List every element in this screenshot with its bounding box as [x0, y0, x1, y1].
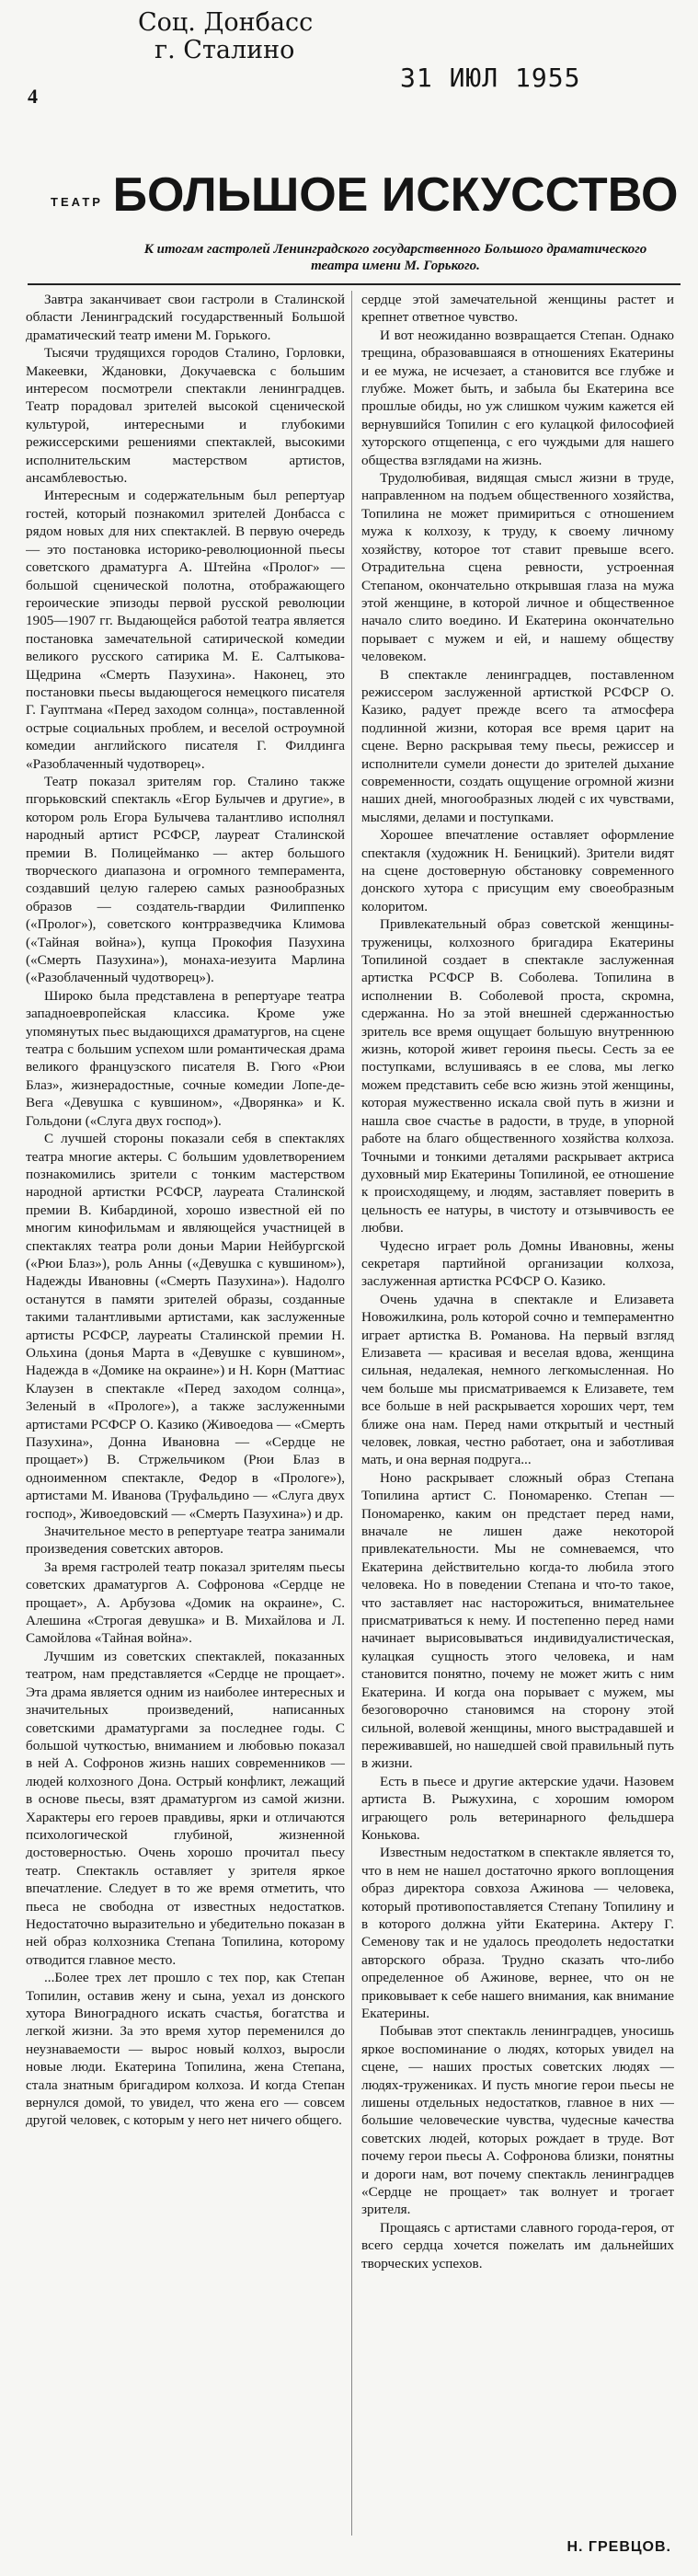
- paragraph: За время гастролей театр показал зрителям пьесы советских драматургов А. Софронова «Сердце не прощает», А. Арбузова «Домик на окраине», С. Алешина «Строгая девушка» и В. Михайлова и Л. Самойлова «Тайная война».: [26, 1558, 345, 1647]
- paragraph: Чудесно играет роль Домны Ивановны, жены секретаря партийной организации колхоза, заслуженная артистка РСФСР О. Казико.: [361, 1237, 674, 1290]
- paragraph: сердце этой замечательной женщины растет и крепнет ответное чувство.: [361, 292, 674, 326]
- paragraph: Лучшим из советских спектаклей, показанных театром, нам представляется «Сердце не прощает». Эта драма является одним из наиболее интересных и значительных произведений, написанных советскими драматургами за последнее годы. С большой чуткостью, вниманием и любовью показал в ней А. Софронов жизнь наших современников — людей колхозного Дона. Острый конфликт, лежащий в основе пьесы, взят драматургом из самой жизни. Характеры его героев правдивы, ярки и отличаются психологической глубиной, жизненной достоверностью. Очень хорошо прочитал пьесу театр. Спектакль оставляет у зрителя яркое впечатление. Следует в то же время отметить, что пьеса не свободна от известных недостатков. Недостаточно выразительно и убедительно показан в ней образ колхозника Степана Топилина, которому отводится главное место.: [26, 1648, 345, 1968]
- stamp-newspaper-name: Соц. Донбасс: [138, 8, 314, 37]
- stamp-date: 31 ИЮЛ 1955: [400, 63, 581, 93]
- paragraph: Театр показал зрителям гор. Сталино также пгорьковский спектакль «Егор Булычев и другие», в котором роль Егора Булычева талантливо исполнял народный артист РСФСР, лауреат Сталинской премии В. Полицейманко — актер большого творческого диапазона и огромного темперамента, создавший целую галерею самых разнообразных образов — создатель-гвардии Филиппенко («Пролог»), советского контрразведчика Климова («Тайная война»), купца Прокофия Пазухина («Смерть Пазухина»), монаха-иезуита Марлина («Разоблаченный чудотворец»).: [26, 773, 345, 986]
- header-divider: [28, 283, 681, 285]
- paragraph: Побывав этот спектакль ленинградцев, уносишь яркое воспоминание о людях, которых увидел на сцене, — наших простых советских людях — людях-тружениках. И пусть многие герои пьесы не лишены отдельных недостатков, главное в них — большие человеческие чувства, чудесные качества советских людей, которых рождает в труде. Вот почему герои пьесы А. Софронова близки, понятны и дороги нам, вот почему спектакль ленинградцев «Сердце не прощает» так волнует и трогает зрителя.: [361, 2023, 674, 2218]
- newspaper-stamp: [138, 9, 322, 64]
- stamp-city: г. Сталино: [154, 36, 295, 64]
- paragraph: Прощаясь с артистами славного города-героя, от всего сердца хочется пожелать им дальнейших творческих успехов.: [361, 2219, 674, 2271]
- article-title: БОЛЬШОЕ ИСКУССТВО: [112, 168, 679, 222]
- paragraph: Привлекательный образ советской женщины-труженицы, колхозного бригадира Екатерины Топилиной создает в спектакле заслуженная артистка РСФСР В. Соболева. Топилина в исполнении В. Соболевой проста, скромна, сдержанна. Но за этой внешней сдержанностью зритель все время ощущает большую внутреннюю жизнь, которой живет героиня пьесы. Сесть за ее поступками, вслушиваясь в ее слова, мы легко можем представить себе всю жизнь этой женщины, которая мужественно искала свой путь в жизни и нашла свое счастье в радости, в труде, в упорной работе на благо общественного хозяйства колхоза. Точными и тонкими деталями раскрывает актриса духовный мир Екатерины Топилиной, ее отношение к происходящему, и людям, заставляет поверить в цельность ее натуры, в чистоту и отзывчивость ее любви.: [361, 916, 674, 1236]
- right-column: [361, 291, 674, 2536]
- paragraph: В спектакле ленинградцев, поставленном режиссером заслуженной артисткой РСФСР О. Казико, радует прежде всего та атмосфера подлинной жизни, которая все время царит на сцене. Верно раскрывая тему пьесы, режиссер и исполнители сумели донести до зрителей дыхание современности, создать ощущение огромной жизни наших дней, многообразных людей с их чувствами, мыслями, делами и поступками.: [361, 666, 674, 825]
- paragraph: И вот неожиданно возвращается Степан. Однако трещина, образовавшаяся в отношениях Екатерины и ее мужа, не исчезает, а становится все глубже и глубже. Может быть, и забыла бы Екатерина все прошлые обиды, но уж слишком чужим кажется ей вернувшийся Топилин с его кулацкой философией хуторского отщепенца, с его чуждыми для нашего общества взглядами на жизнь.: [361, 327, 674, 468]
- paragraph: Трудолюбивая, видящая смысл жизни в труде, направленном на подъем общественного хозяйства, Топилина не может примириться с отношением мужа к колхозу, к труду, к своему личному хозяйству, которое тот ставит превыше всего. Отрадительна сцена ревности, устроенная Степаном, окончательно открывшая глаза на мужа этой женщине, в которой личное и общественное начало слито воедино. И Екатерина окончательно порывает с мужем и ей, и нашему обществу человеком.: [361, 470, 674, 665]
- paragraph: Завтра заканчивает свои гастроли в Сталинской области Ленинградский государственный Большой драматический театр имени М. Горького.: [26, 292, 345, 343]
- article-subtitle: К итогам гастролей Ленинградского государственного Большого драматического театра имени М. Горького.: [143, 242, 647, 273]
- author-signature: Н. ГРЕВЦОВ.: [566, 2539, 671, 2555]
- column-divider: [351, 291, 352, 2536]
- paragraph: Очень удачна в спектакле и Елизавета Новожилкина, роль которой сочно и темпераментно играет артистка В. Романова. На первый взгляд Елизавета — красивая и веселая вдова, женщина сильная, недалекая, немного легкомысленная. Но чем больше мы присматриваемся к Елизавете, тем все больше в ней раскрывается хороших черт, тем ближе она нам. Перед нами открытый и честный человек, ловкая, честно работает, она и заботливая мать, и она верная подруга...: [361, 1291, 674, 1468]
- paragraph: Есть в пьесе и другие актерские удачи. Назовем артиста В. Рыжухина, с хорошим юмором играющего роль ветеринарного фельдшера Конькова.: [361, 1773, 674, 1843]
- paragraph: Широко была представлена в репертуаре театра западноевропейская классика. Кроме уже упомянутых пьес выдающихся драматургов, на сцене театра с большим успехом шли романтическая драма великого французского писателя В. Гюго «Рюи Блаз», жизнерадостные, сочные комедии Лопе-де-Вега «Девушка с кувшином», «Дворянка» и К. Гольдони («Слуга двух господ»).: [26, 987, 345, 1129]
- paragraph: Тысячи трудящихся городов Сталино, Горловки, Макеевки, Ждановки, Докучаевска с большим интересом посмотрели спектакли ленинградцев. Театр порадовал зрителей высокой сценической культурой, интересными и глубокими режиссерскими решениями спектаклей, высокими исполнительским мастерством артистов, ансамблевостью.: [26, 345, 345, 487]
- rubric: ТЕАТР: [51, 195, 103, 209]
- paragraph: Интересным и содержательным был репертуар гостей, который познакомил зрителей Донбасса с рядом новых для них спектаклей. В первую очередь — это постановка историко-революционной пьесы советского драматурга А. Штейна «Пролог» — большой сценической полотна, отображающего героические эпизоды первой русской революции 1905—1907 гг. Выдающейся работой театра является постановка замечательной сатирической комедии великого русского сатирика М. Е. Салтыкова-Щедрина «Смерть Пазухина». Наконец, это постановки пьесы выдающегося немецкого писателя Г. Гауптмана «Перед заходом солнца», поставленной острые социальных проблем, и веселой остроумной комедии английского писателя Г. Филдинга «Разоблаченный чудотворец».: [26, 488, 345, 772]
- paragraph: С лучшей стороны показали себя в спектаклях театра многие актеры. С большим удовлетворением познакомились зрители с тонким мастерством народной артистки РСФСР, лауреата Сталинской премии В. Кибардиной, хорошо известной ей по многим кинофильмам и являющейся участницей в спектаклях театра роли доньи Марии Нейбургской («Рюи Блаз»), роль Анны («Девушка с кувшином»), Надежды Ивановны («Смерть Пазухина»). Надолго останутся в памяти зрителей образы, созданные такими талантливыми артистами, как заслуженные артисты РСФСР, лауреаты Сталинской премии Н. Ольхина (донья Марта в «Девушке с кувшином», Надежда в «Домике на окраине») и Н. Корн (Маттиас Клаузен в спектакле «Перед заходом солнца», Зеленый в «Прологе»), а также заслуженными артистами РСФСР О. Казико (Живоедова — «Смерть Пазухина», Донна Ивановна — «Сердце не прощает») В. Стржельчиком (Рюи Блаз в одноименном спектакле, Федор в «Прологе»), артистами М. Иванова (Труфальдино — «Слуга двух господ», Живоедовский — «Смерть Пазухина») и др.: [26, 1131, 345, 1522]
- paragraph: Известным недостатком в спектакле является то, что в нем не нашел достаточно яркого воплощения образ директора совхоза Ажинова — человека, который противопоставляется Степану Топилину и в которого должна уйти Екатерина. Актеру Г. Семенову так и не удалось преодолеть недостатки авторского образа. Трудно сказать что-либо определенное об Ажинове, вернее, что он не приковывает к себе нашего внимания, как внимание Екатерины.: [361, 1845, 674, 2021]
- paragraph: Значительное место в репертуаре театра занимали произведения советских авторов.: [26, 1524, 345, 1558]
- paragraph: Хорошее впечатление оставляет оформление спектакля (художник Н. Беницкий). Зрители видят на сцене достоверную обстановку современного донского хутора с присущим ему своеобразным колоритом.: [361, 827, 674, 914]
- paragraph: ...Более трех лет прошло с тех пор, как Степан Топилин, оставив жену и сына, уехал из донского хутора Виноградного искать счастья, богатства и легкой жизни. За это время хутор переменился до неузнаваемости — вырос новый колхоз, выросли новые люди. Екатерина Топилина, жена Степана, стала знатным бригадиром колхоза. И когда Степан вернулся домой, то увидел, что жена его — совсем другой человек, с которым у него нет ничего общего.: [26, 1970, 345, 2129]
- page-number: 4: [28, 85, 38, 108]
- left-column: [26, 291, 345, 2536]
- paragraph: Ноно раскрывает сложный образ Степана Топилина артист С. Пономаренко. Степан — Пономаренко, каким он предстает перед нами, вначале не лишен даже некоторой привлекательности. Мы не сомневаемся, что Екатерина действительно когда-то любила этого человека. Но в поведении Степана и что-то такое, что заставляет нас насторожиться, внимательнее присматриваться к нему. И постепенно перед нами начинает вырисовываться индивидуалистическая, кулацкая сущность этого человека, и нам становится понятно, почему не может жить с ним Екатерина. И когда она порывает с мужем, мы безоговорочно становимся на сторону этой сильной, волевой женщины, много выстрадавшей и переживавшей, но нашедшей свой правильный путь в жизни.: [361, 1469, 674, 1772]
